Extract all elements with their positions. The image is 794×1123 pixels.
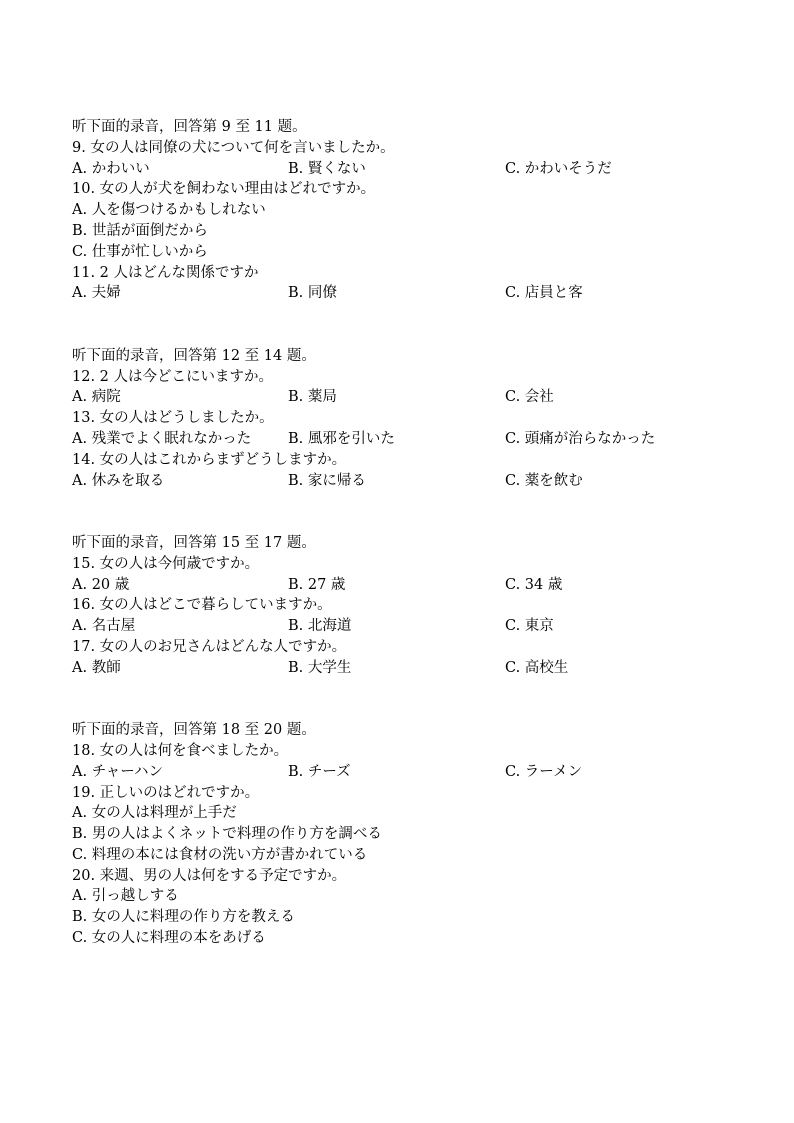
section-9-11 [72, 117, 752, 304]
section-12-14 [72, 346, 752, 492]
option-c: C. 会社 [505, 389, 554, 406]
option-c: C. 薬を飲む [505, 472, 583, 489]
question-16: 16. 女の人はどこで暮らしていますか。 [72, 597, 332, 614]
section-spacer [72, 304, 752, 346]
section-heading: 听下面的录音，回答第 12 至 14 题。 [72, 347, 316, 364]
option-b: B. 賢くない [288, 160, 366, 177]
section-heading: 听下面的录音，回答第 9 至 11 题。 [72, 119, 307, 135]
option-b: B. 北海道 [288, 618, 352, 635]
question-20: 20. 来週、男の人は何をする予定ですか。 [72, 867, 347, 884]
options-row [72, 575, 752, 596]
option-a: A. 20 歳 [72, 576, 130, 593]
question-12: 12. 2 人は今どこにいますか。 [72, 368, 274, 385]
question-9: 9. 女の人は同僚の犬について何を言いましたか。 [72, 139, 395, 156]
option-a: A. かわいい [72, 160, 150, 177]
question-18: 18. 女の人は何を食べましたか。 [72, 742, 289, 759]
option-a: A. 病院 [72, 389, 121, 406]
section-heading: 听下面的录音，回答第 15 至 17 题。 [72, 534, 316, 551]
question-13: 13. 女の人はどうしましたか。 [72, 410, 274, 427]
option-b: B. 27 歳 [288, 576, 346, 593]
option-c: C. 東京 [505, 618, 554, 635]
question-14: 14. 女の人はこれからまずどうしますか。 [72, 451, 347, 468]
option-a: A. 女の人は料理が上手だ [72, 805, 237, 822]
option-c: C. 頭痛が治らなかった [505, 430, 656, 447]
option-a: A. 夫婦 [72, 285, 121, 302]
option-a: A. 休みを取る [72, 472, 165, 489]
option-b: B. 風邪を引いた [288, 430, 395, 447]
option-b: B. 大学生 [288, 659, 352, 676]
options-row [72, 387, 752, 408]
option-b: B. 家に帰る [288, 472, 366, 489]
options-row [72, 159, 752, 180]
option-a: A. 残業でよく眠れなかった [72, 430, 252, 447]
option-c: C. 高校生 [505, 659, 569, 676]
section-15-17 [72, 533, 752, 679]
question-19: 19. 正しいのはどれですか。 [72, 784, 260, 801]
options-row [72, 658, 752, 679]
section-spacer [72, 491, 752, 533]
option-c: C. 料理の本には食材の洗い方が書かれている [72, 846, 368, 863]
option-b: B. 同僚 [288, 285, 337, 302]
option-b: B. 薬局 [288, 389, 337, 406]
section-spacer [72, 679, 752, 721]
options-row [72, 616, 752, 637]
question-11: 11. 2 人はどんな関係ですか [72, 264, 259, 281]
option-a: A. 人を傷つけるかもしれない [72, 202, 266, 219]
option-a: A. 引っ越しする [72, 888, 179, 905]
options-row [72, 471, 752, 492]
option-a: A. チャーハン [72, 763, 164, 780]
option-a: A. 教師 [72, 659, 121, 676]
section-heading: 听下面的录音，回答第 18 至 20 题。 [72, 722, 316, 739]
option-c: C. 女の人に料理の本をあげる [72, 930, 266, 947]
option-b: B. 世話が面倒だから [72, 222, 208, 239]
options-row [72, 429, 752, 450]
option-b: B. 女の人に料理の作り方を教える [72, 909, 295, 926]
exam-page [72, 117, 752, 949]
option-c: C. ラーメン [505, 763, 583, 780]
option-a: A. 名古屋 [72, 618, 136, 635]
options-row [72, 283, 752, 304]
options-row [72, 762, 752, 783]
option-c: C. 店員と客 [505, 285, 583, 302]
option-b: B. チーズ [288, 763, 351, 780]
option-c: C. 仕事が忙しいから [72, 243, 208, 260]
question-17: 17. 女の人のお兄さんはどんな人ですか。 [72, 638, 347, 655]
question-15: 15. 女の人は今何歳ですか。 [72, 555, 260, 572]
question-10: 10. 女の人が犬を飼わない理由はどれですか。 [72, 181, 376, 198]
option-b: B. 男の人はよくネットで料理の作り方を調べる [72, 826, 382, 843]
section-18-20 [72, 720, 752, 949]
option-c: C. 34 歳 [505, 576, 563, 593]
option-c: C. かわいそうだ [505, 160, 612, 177]
